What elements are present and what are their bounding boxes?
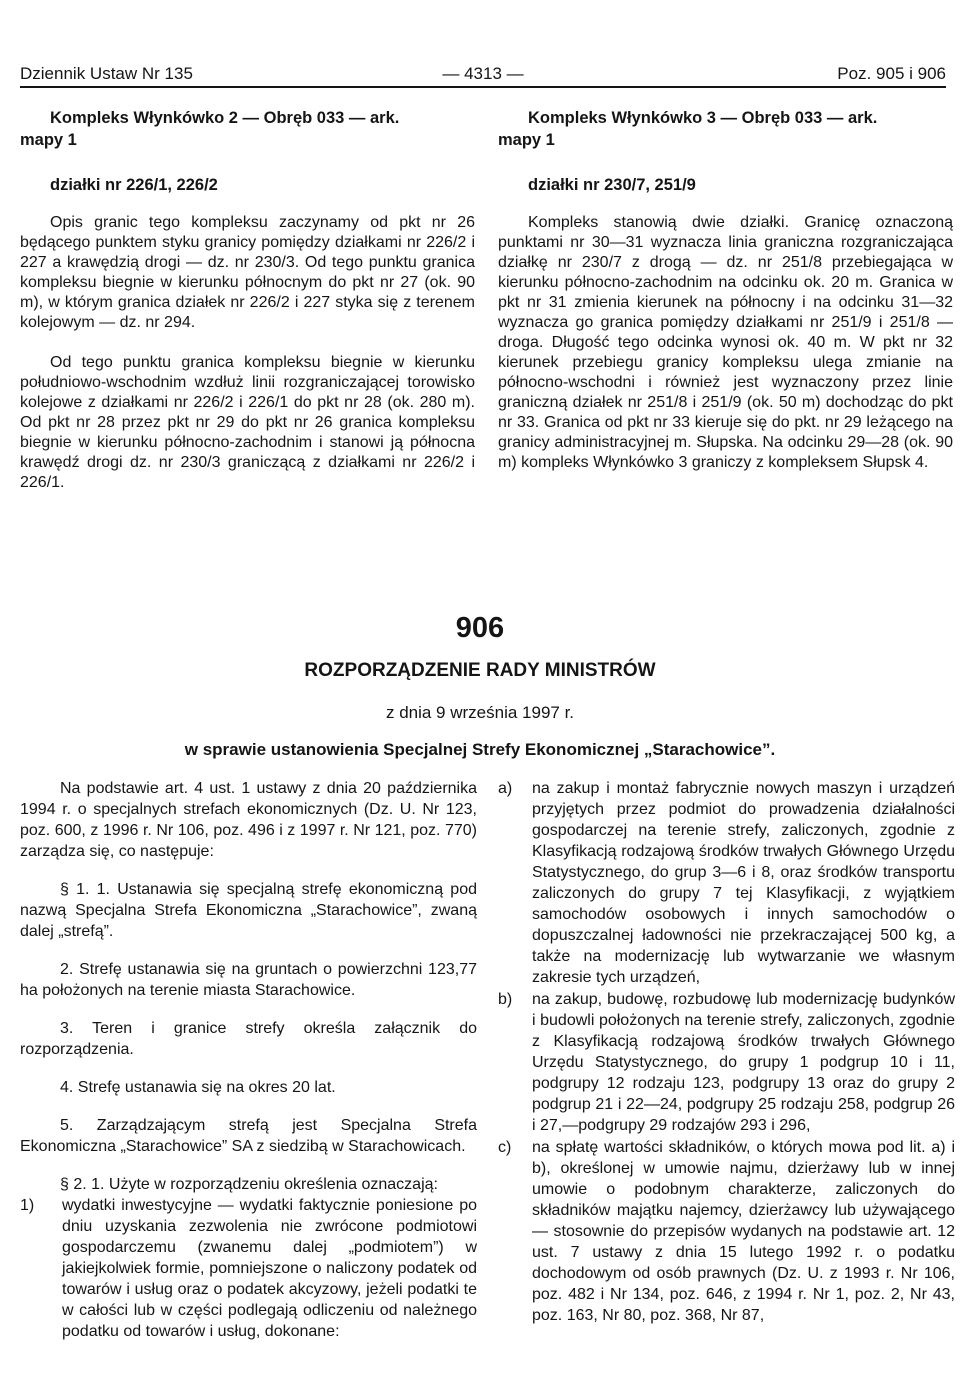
- position-reference: Poz. 905 i 906: [837, 64, 946, 83]
- paragraph-s1-2: 2. Strefę ustanawia się na gruntach o powierzchni 123,77 ha położonych na terenie miasta Starachowice.: [20, 961, 477, 999]
- list-item: [498, 989, 955, 1136]
- section-wlynkowko-3: [498, 107, 953, 473]
- paragraph: Opis granic tego kompleksu zaczynamy od pkt nr 26 będącego punktem styku granicy pomiędzy działkami nr 226/2 i 227 a krawędzią drogi — dz. nr 230/3. Od tego punktu granica kompleksu biegnie w kierunku północnym do pkt nr 27 (ok. 90 m), w którym granica działek nr 226/2 i 227 styka się z terenem kolejowym — dz. nr 294.: [20, 214, 475, 331]
- section-title-line1: Kompleks Włynkówko 2 — Obręb 033 — ark.: [50, 109, 400, 127]
- act-date: z dnia 9 września 1997 r.: [385, 703, 575, 722]
- section-title-line1: Kompleks Włynkówko 3 — Obręb 033 — ark.: [528, 109, 878, 127]
- section-plots: działki nr 230/7, 251/9: [528, 176, 696, 194]
- list-item: [498, 778, 955, 988]
- paragraph-s1-4: 4. Strefę ustanawia się na okres 20 lat.: [60, 1079, 336, 1096]
- act-body-right: [498, 778, 955, 1327]
- paragraph: Kompleks stanowią dwie działki. Granicę oznaczoną punktami nr 30—31 wyznacza linia graniczna rozgraniczająca działkę nr 230/7 z drogą — dz. nr 251/8 przebiegająca w kierunku północno-zachodnim na odcinku ok. 20 m. Granica w pkt nr 31 zmienia kierunek na północny i na odcinku 31—32 wyznacza go granica pomiędzy działkami nr 251/9 i 251/8 — droga. Długość tego odcinka wynosi ok. 40 m. W pkt nr 32 kierunek przebiegu granicy kompleksu ulega zmianie na północno-wschodni i również jest wyznaczony przez linie graniczną działek nr 251/8 i 251/9 (ok. 50 m) dochodząc do pkt nr 33. Granica od pkt nr 33 kieruje się do pkt. nr 29 leżącego na granicy administracyjnej m. Słupska. Na odcinku 29—28 (ok. 90 m) kompleks Włynkówko 3 graniczy z kompleksem Słupsk 4.: [498, 214, 953, 471]
- paragraph-s1-5: 5. Zarządzającym strefą jest Specjalna Strefa Ekonomiczna „Starachowice” SA z siedzibą w Starachowicach.: [20, 1117, 477, 1155]
- list-item-label: a): [498, 780, 513, 797]
- list-item-label: c): [498, 1139, 512, 1156]
- list-item-text: na spłatę wartości składników, o których mowa pod lit. a) i b), określonej w umowie najmu, dzierżawy lub w innej umowie o podobnym charakterze, zaliczonych do składników majątku najemcy, dzierżawcy lub używającego — stosownie do przepisów wydanych na podstawie art. 12 ust. 7 ustawy z dnia 15 lutego 1992 r. o podatku dochodowym od osób prawnych (Dz. U. z 1993 r. Nr 106, poz. 482 i Nr 134, poz. 646, z 1994 r. Nr 1, poz. 2, Nr 43, poz. 163, Nr 80, poz. 368, Nr 87,: [532, 1139, 955, 1324]
- act-body-left: [20, 778, 477, 1342]
- section-title: [498, 107, 953, 151]
- list-item-text: na zakup i montaż fabrycznie nowych maszyn i urządzeń przyjętych przez podmiot do prowadzenia działalności gospodarczej na terenie strefy, zaliczonych, zgodnie z Klasyfikacją rodzajową środków trwałych Głównego Urzędu Statystycznego, do grup 3—6 i 8, oraz środków transportu zaliczonych do grupy 7 tej Klasyfikacji, z wyjątkiem samochodów osobowych i innych samochodów o dopuszczalnej ładowności nie przekraczającej 500 kg, a także na modernizację lub wytwarzanie we własnym zakresie tych urządzeń,: [532, 780, 955, 986]
- list-item: [20, 1195, 477, 1342]
- paragraph: Od tego punktu granica kompleksu biegnie w kierunku południowo-wschodnim wzdłuż linii rozgraniczającej torowisko kolejowe z działkami nr 226/2 i 226/1 do pkt nr 28 (ok. 280 m). Od pkt nr 28 przez pkt nr 29 do pkt nr 26 granica kompleksu biegnie w kierunku północno-zachodnim i stanowi ją północna krawędź drogi dz. nr 230/3 graniczącą z działkami nr 226/2 i 226/1.: [20, 354, 475, 491]
- act-title: ROZPORZĄDZENIE RADY MINISTRÓW: [304, 660, 656, 681]
- paragraph-s1-1: § 1. 1. Ustanawia się specjalną strefę ekonomiczną pod nazwą Specjalna Strefa Ekonomiczna „Starachowice”, zwaną dalej „strefą”.: [20, 881, 477, 940]
- running-header: [20, 60, 946, 88]
- section-title: [20, 107, 475, 151]
- header-rule: [20, 86, 946, 88]
- paragraph-s1-3: 3. Teren i granice strefy określa załącznik do rozporządzenia.: [20, 1020, 477, 1058]
- list-item: [498, 1137, 955, 1326]
- list-item-label: b): [498, 991, 513, 1008]
- section-title-line2: mapy 1: [498, 131, 555, 149]
- section-wlynkowko-2: [20, 107, 475, 493]
- act-number: 906: [455, 612, 505, 644]
- page-number: — 4313 —: [442, 64, 524, 83]
- journal-title: Dziennik Ustaw Nr 135: [20, 64, 193, 83]
- list-item-text: na zakup, budowę, rozbudowę lub modernizację budynków i budowli położonych na terenie strefy, zaliczonych, zgodnie z Klasyfikacją rodzajową środków trwałych Głównego Urzędu Statystycznego, do grupy 1 podgrup 10 i 11, podgrupy 12 rodzaju 123, podgrupy 13 oraz do grupy 2 podgrup 21 i 22—24, podgrupy 25 rodzaju 258, podgrup 26 i 27,—podgrupy 29 rodzajów 293 i 296,: [532, 991, 955, 1134]
- paragraph-s2-1: § 2. 1. Użyte w rozporządzeniu określenia oznaczają:: [60, 1176, 438, 1193]
- section-title-line2: mapy 1: [20, 131, 77, 149]
- list-item-label: 1): [20, 1197, 35, 1214]
- act-subject: w sprawie ustanowienia Specjalnej Strefy Ekonomicznej „Starachowice”.: [184, 740, 776, 759]
- preamble: Na podstawie art. 4 ust. 1 ustawy z dnia 20 października 1994 r. o specjalnych strefach ekonomicznych (Dz. U. Nr 123, poz. 600, z 1996 r. Nr 106, poz. 496 i z 1997 r. Nr 121, poz. 770) zarządza się, co następuje:: [20, 780, 477, 860]
- section-plots: działki nr 226/1, 226/2: [50, 176, 218, 194]
- list-item-text: wydatki inwestycyjne — wydatki faktycznie poniesione po dniu uzyskania zezwolenia nie zwrócone podmiotowi gospodarczemu (zwanemu dalej „podmiotem”) w jakiejkolwiek formie, pomniejszone o naliczony podatek od towarów i usług oraz o podatek akcyzowy, jeżeli podatki te w całości lub w części podlegają odliczeniu od należnego podatku od towarów i usług, dokonane:: [62, 1197, 477, 1340]
